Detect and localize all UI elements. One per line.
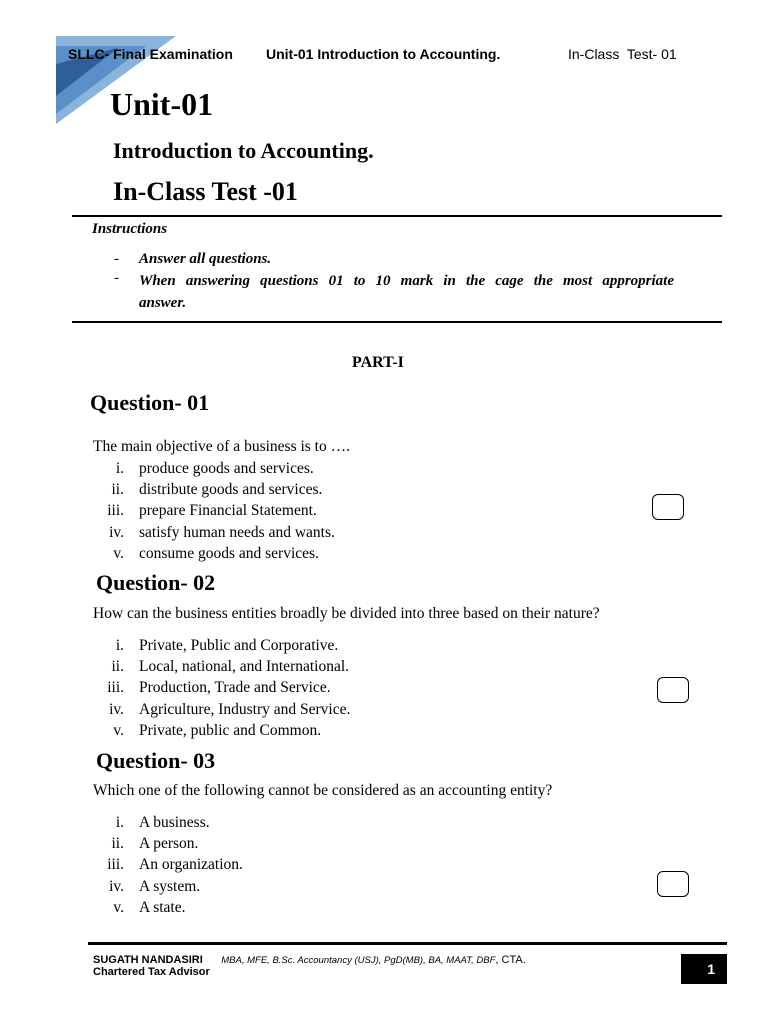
option: i. A business.	[115, 814, 210, 831]
author-role: Chartered Tax Advisor	[93, 966, 210, 978]
title-divider	[72, 215, 722, 217]
instructions-heading: Instructions	[92, 221, 168, 237]
instruction-bullet: -	[114, 251, 119, 267]
question-01-title: Question- 01	[90, 390, 210, 415]
question-03-stem: Which one of the following cannot be considered as an accounting entity?	[93, 782, 553, 799]
instructions-list	[114, 251, 674, 314]
instruction-item: When answering questions 01 to 10 mark in the cage the most appropriate answer.	[139, 273, 674, 311]
option: iv. A system.	[109, 877, 201, 895]
option: i. produce goods and services.	[115, 460, 314, 477]
question-01-options	[92, 458, 335, 564]
option: v. consume goods and services.	[113, 544, 319, 562]
question-02-answer-box[interactable]	[657, 677, 689, 703]
subject-title: Introduction to Accounting.	[113, 138, 374, 163]
author-qualifications: MBA, MFE, B.Sc. Accountancy (USJ), PgD(MB), BA, MAAT, DBF	[221, 955, 496, 966]
option: v. A state.	[113, 898, 186, 916]
part-label: PART-I	[352, 354, 404, 371]
test-title: In-Class Test -01	[113, 177, 298, 206]
author-cta: , CTA.	[495, 954, 526, 966]
question-03-options	[92, 812, 243, 918]
footer-divider	[88, 942, 727, 945]
author-name: SUGATH NANDASIRI	[93, 954, 203, 966]
header-test-name: In-Class Test- 01	[568, 46, 677, 62]
question-03-answer-box[interactable]	[657, 871, 689, 897]
header-unit-name: Unit-01 Introduction to Accounting.	[266, 46, 501, 62]
option: iv. Agriculture, Industry and Service.	[109, 700, 351, 718]
option: iii. Production, Trade and Service.	[107, 679, 331, 697]
option: v. Private, public and Common.	[113, 721, 322, 739]
question-02-stem: How can the business entities broadly be divided into three based on their nature?	[93, 605, 600, 622]
page-number: 1	[681, 954, 727, 984]
question-02-options	[92, 635, 350, 741]
instructions-divider	[72, 321, 722, 323]
question-01-answer-box[interactable]	[652, 494, 684, 520]
instruction-bullet: -	[114, 270, 119, 286]
option: iv. satisfy human needs and wants.	[109, 523, 335, 541]
option: ii. A person.	[111, 835, 199, 853]
option: ii. distribute goods and services.	[111, 481, 323, 499]
option: iii. prepare Financial Statement.	[107, 502, 317, 520]
question-01-stem: The main objective of a business is to ….	[93, 438, 350, 455]
header-exam-name: SLLC- Final Examination	[68, 46, 233, 62]
question-03-title: Question- 03	[96, 748, 216, 773]
unit-title: Unit-01	[110, 86, 214, 122]
option: ii. Local, national, and International.	[111, 658, 350, 676]
instruction-item: Answer all questions.	[139, 251, 272, 267]
option: iii. An organization.	[107, 856, 243, 874]
question-02-title: Question- 02	[96, 570, 216, 595]
option: i. Private, Public and Corporative.	[115, 637, 339, 654]
